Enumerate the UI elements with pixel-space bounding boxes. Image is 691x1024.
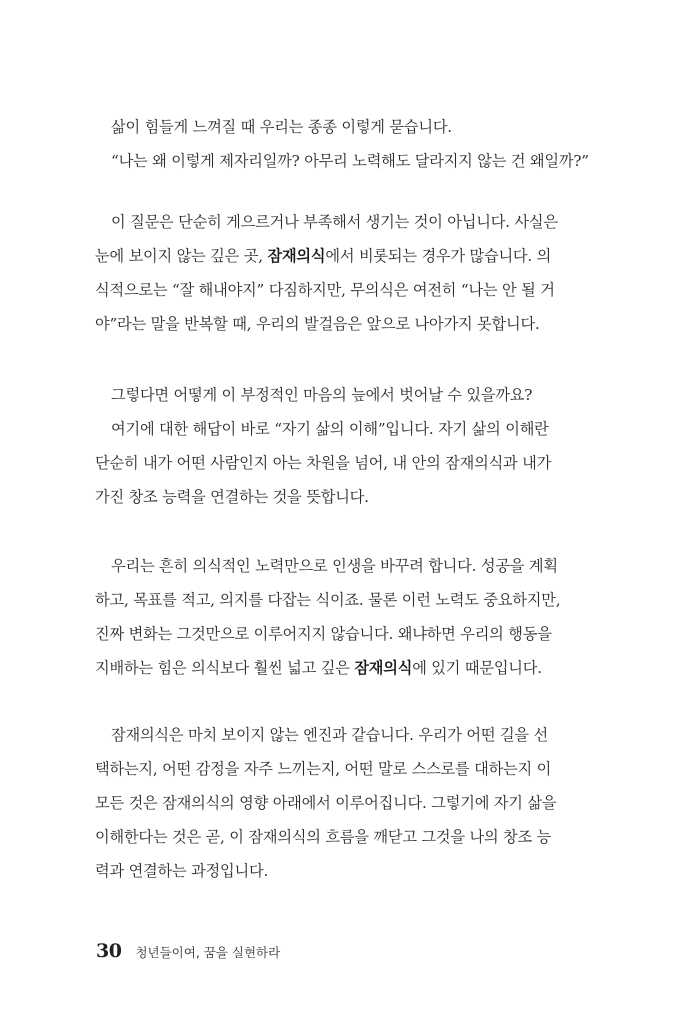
- text-segment: 에서 비롯되는 경우가 많습니다. 의: [325, 247, 552, 265]
- text-line: 우리는 흔히 의식적인 노력만으로 인생을 바꾸려 합니다. 성공을 계획: [111, 557, 558, 575]
- paragraph-2: [95, 205, 583, 341]
- paragraph-3: [95, 378, 583, 514]
- text-line: [95, 239, 583, 273]
- text-line: 하고, 목표를 적고, 의지를 다잡는 식이죠. 물론 이런 노력도 중요하지만,: [95, 591, 561, 609]
- page-number: 30: [96, 940, 122, 962]
- emphasis-subconscious: 잠재의식: [267, 247, 326, 265]
- paragraph-5: [95, 718, 583, 888]
- paragraph-4: [95, 549, 583, 685]
- text-line: 택하는지, 어떤 감정을 자주 느끼는지, 어떤 말로 스스로를 대하는지 이: [95, 760, 552, 778]
- text-line: 진짜 변화는 그것만으로 이루어지지 않습니다. 왜냐하면 우리의 행동을: [95, 625, 552, 643]
- text-line-quote: “나는 왜 이렇게 제자리일까? 아무리 노력해도 달라지지 않는 건 왜일까?”: [111, 152, 589, 170]
- text-line: 이 질문은 단순히 게으르거나 부족해서 생기는 것이 아닙니다. 사실은: [111, 213, 558, 231]
- page-footer: [96, 940, 280, 962]
- text-line: [95, 651, 583, 685]
- paragraph-1: [95, 110, 589, 178]
- text-line: 가진 창조 능력을 연결하는 것을 뜻합니다.: [95, 488, 369, 506]
- text-segment: 눈에 보이지 않는 깊은 곳,: [95, 247, 268, 265]
- text-line: 모든 것은 잠재의식의 영향 아래에서 이루어집니다. 그렇기에 자기 삶을: [95, 794, 557, 812]
- text-line: 삶이 힘들게 느껴질 때 우리는 종종 이렇게 묻습니다.: [111, 118, 452, 136]
- running-title: 청년들이여, 꿈을 실현하라: [135, 945, 281, 960]
- text-line: 야”라는 말을 반복할 때, 우리의 발걸음은 앞으로 나아가지 못합니다.: [95, 315, 540, 333]
- emphasis-subconscious: 잠재의식: [354, 659, 413, 677]
- text-line: 식적으로는 “잘 해내야지” 다짐하지만, 무의식은 여전히 “나는 안 될 거: [95, 281, 555, 299]
- text-line: 그렇다면 어떻게 이 부정적인 마음의 늪에서 벗어날 수 있을까요?: [111, 386, 533, 404]
- text-segment: 지배하는 힘은 의식보다 훨씬 넓고 깊은: [95, 659, 355, 677]
- text-segment: 에 있기 때문입니다.: [412, 659, 542, 677]
- text-line: 단순히 내가 어떤 사람인지 아는 차원을 넘어, 내 안의 잠재의식과 내가: [95, 454, 552, 472]
- text-line: 이해한다는 것은 곧, 이 잠재의식의 흐름을 깨닫고 그것을 나의 창조 능: [95, 828, 552, 846]
- text-line: 여기에 대한 해답이 바로 “자기 삶의 이해”입니다. 자기 삶의 이해란: [111, 420, 549, 438]
- text-line: 력과 연결하는 과정입니다.: [95, 862, 269, 880]
- text-line: 잠재의식은 마치 보이지 않는 엔진과 같습니다. 우리가 어떤 길을 선: [111, 726, 548, 744]
